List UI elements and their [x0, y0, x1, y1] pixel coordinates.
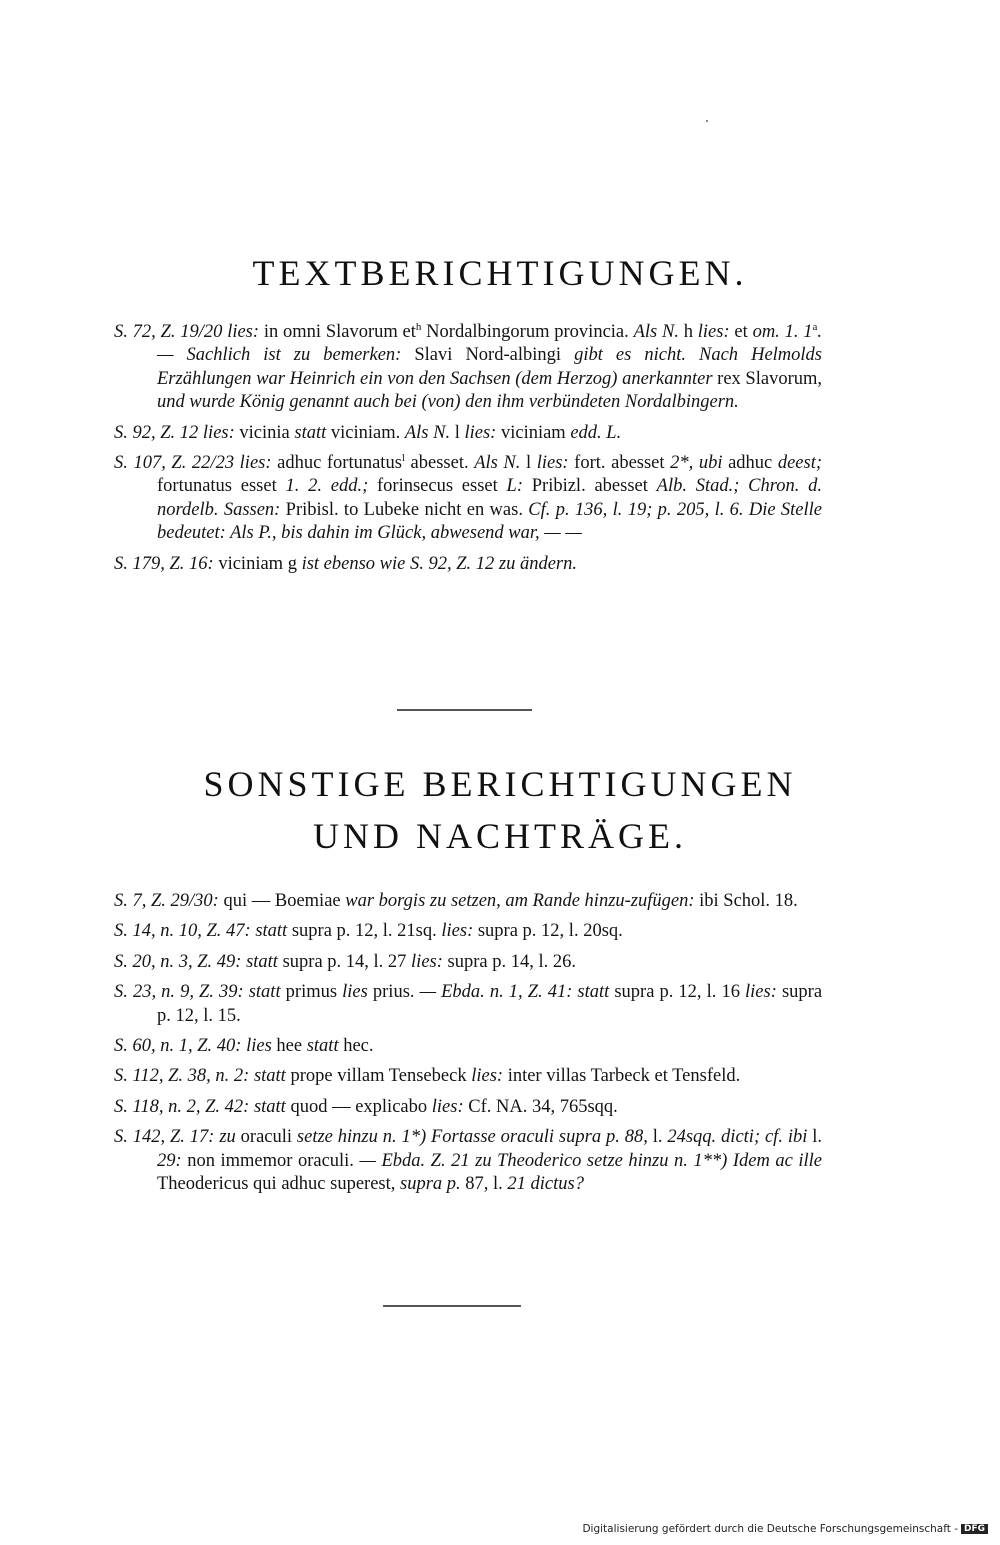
entry-ref: S. 107, Z. 22/23 [114, 453, 235, 474]
entry-ref: S. 60, n. 1, Z. 40: [114, 1036, 242, 1057]
correction-entry: S. 14, n. 10, Z. 47: statt supra p. 12, l. 21sq. lies: supra p. 12, l. 20sq. [114, 921, 623, 942]
section-divider [383, 1305, 521, 1307]
correction-entry: S. 72, Z. 19/20 lies: in omni Slavorum $et^h$ Nordalbingorum provincia. Als N. h lies: et om. 1. 1$^a$. — Sachlich ist zu bemerken: Slavi Nord-albingi gibt es nicht. Nach Helmolds Erzählungen war Heinrich ein von den Sachsen (dem Herzog) anerkannter rex Slavorum, und wurde König genannt auch bei (von) den ihm verbündeten Nordalbingern. [114, 320, 823, 413]
entry-ref: S. 179, Z. 16: [114, 553, 214, 574]
digitization-credit [582, 1523, 988, 1535]
entry-ref: S. 92, Z. 12 [114, 422, 199, 443]
heading-nachtraege: UND NACHTRÄGE. [313, 816, 687, 856]
entry-ref: S. 118, n. 2, Z. 42: [114, 1096, 250, 1117]
credit-text: Digitalisierung gefördert durch die Deutsche Forschungsgemeinschaft - [582, 1523, 958, 1535]
entry-ref: S. 142, Z. 17: [114, 1127, 215, 1148]
dfg-logo: DFG [961, 1524, 988, 1534]
correction-entry: S. 23, n. 9, Z. 39: statt primus lies prius. — Ebda. n. 1, Z. 41: statt supra p. 12, l. 16 lies: supra p. 12, l. 15. [114, 982, 823, 1026]
section-divider [397, 709, 532, 711]
correction-entry: S. 60, n. 1, Z. 40: lies hee statt hec. [114, 1036, 374, 1057]
other-corrections-list [114, 890, 822, 1203]
entry-ref: S. 14, n. 10, Z. 47: [114, 921, 251, 942]
text-corrections-list [114, 321, 822, 583]
correction-entry: S. 179, Z. 16: viciniam g ist ebenso wie S. 92, Z. 12 zu ändern. [114, 553, 578, 574]
correction-entry: S. 112, Z. 38, n. 2: statt prope villam Tensebeck lies: inter villas Tarbeck et Tensfeld. [114, 1066, 741, 1087]
correction-entry: S. 107, Z. 22/23 lies: adhuc fortunatus$^l$ abesset. Als N. l lies: fort. abesset 2*, ubi adhuc deest; fortunatus esset 1. 2. edd.; forinsecus esset L: Pribizl. abesset Alb. Stad.; Chron. d. nordelb. Sassen: Pribisl. to Lubeke nicht en was. Cf. p. 136, l. 19; p. 205, l. 6. Die Stelle bedeutet: Als P., bis dahin im Glück, abwesend war, — — [114, 451, 823, 544]
entry-ref: S. 20, n. 3, Z. 49: [114, 951, 242, 972]
heading-textberichtigungen: TEXTBERICHTIGUNGEN. [252, 253, 748, 293]
entry-ref: S. 7, Z. 29/30: [114, 891, 219, 911]
correction-entry: S. 20, n. 3, Z. 49: statt supra p. 14, l. 27 lies: supra p. 14, l. 26. [114, 951, 576, 972]
speck [706, 120, 708, 122]
heading-sonstige-berichtigungen: SONSTIGE BERICHTIGUNGEN [203, 764, 797, 804]
entry-ref: S. 23, n. 9, Z. 39: [114, 982, 244, 1003]
correction-entry: S. 7, Z. 29/30: qui — Boemiae war borgis zu setzen, am Rande hinzu-zufügen: ibi Schol. 18. [114, 891, 798, 911]
correction-entry: S. 142, Z. 17: zu oraculi setze hinzu n. 1*) Fortasse oraculi supra p. 88, l. 24sqq. dicti; cf. ibi l. 29: non immemor oraculi. — Ebda. Z. 21 zu Theoderico setze hinzu n. 1**) Idem ac ille Theodericus qui adhuc superest, supra p. 87, l. 21 dictus? [114, 1127, 822, 1195]
correction-entry: S. 92, Z. 12 lies: vicinia statt viciniam. Als N. l lies: viciniam edd. L. [114, 422, 622, 443]
correction-entry: S. 118, n. 2, Z. 42: statt quod — explicabo lies: Cf. NA. 34, 765sqq. [114, 1096, 618, 1117]
entry-ref: S. 72, Z. 19/20 [114, 322, 223, 342]
entry-ref: S. 112, Z. 38, n. 2: [114, 1066, 250, 1087]
